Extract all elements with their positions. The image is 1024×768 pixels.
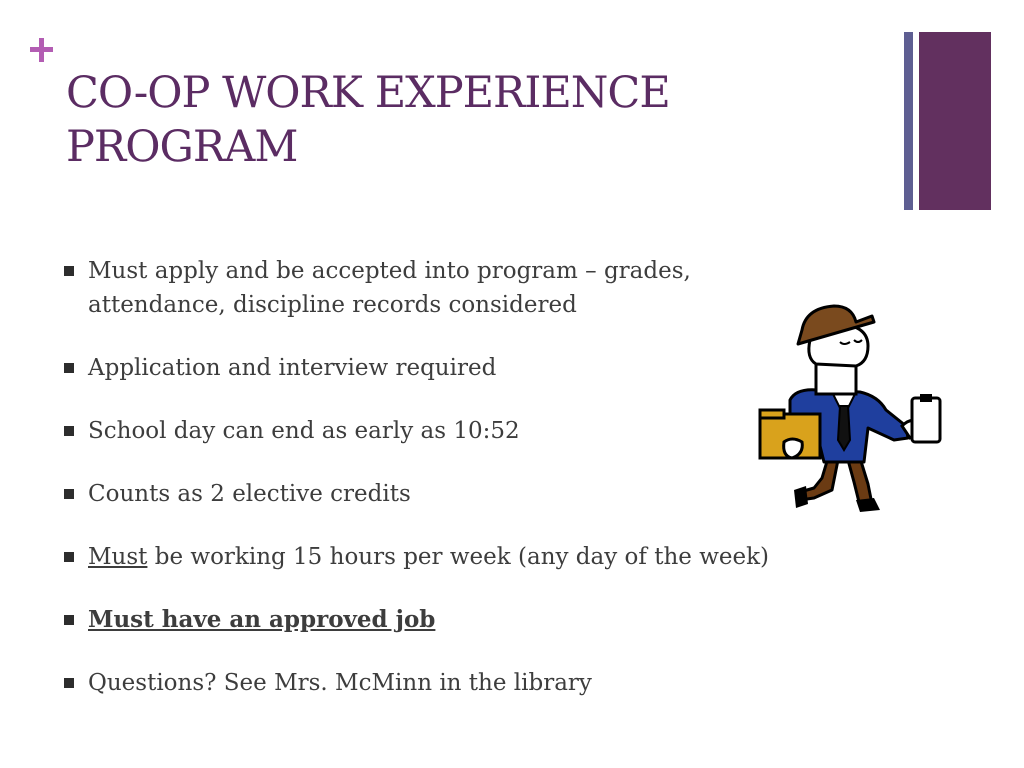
bullet-item (64, 254, 864, 322)
plus-accent-icon (28, 38, 56, 66)
title-line-2: PROGRAM (66, 122, 298, 172)
bullet-text: Application and interview required (88, 355, 497, 381)
bullet-item (64, 540, 864, 574)
bullet-item (64, 603, 864, 637)
decorative-bar-thin (904, 32, 913, 210)
bullet-list (64, 254, 864, 729)
bullet-square-icon (64, 426, 74, 436)
bullet-text: be working 15 hours per week (any day of the week) (147, 544, 770, 570)
bullet-item (64, 351, 864, 385)
businessman-with-clipboard-icon (756, 300, 946, 518)
bullet-text: Counts as 2 elective credits (88, 481, 411, 507)
bullet-square-icon (64, 489, 74, 499)
bullet-square-icon (64, 678, 74, 688)
bullet-text: attendance, discipline records considered (88, 292, 577, 318)
bullet-emphasis: Must (88, 544, 148, 570)
decorative-bar-thick (919, 32, 991, 210)
bullet-square-icon (64, 363, 74, 373)
bullet-item (64, 477, 864, 511)
bullet-text: Must apply and be accepted into program – grades, (88, 258, 691, 284)
title-line-1: CO-OP WORK EXPERIENCE (66, 68, 670, 118)
bullet-square-icon (64, 266, 74, 276)
bullet-item (64, 414, 864, 448)
bullet-item (64, 666, 864, 700)
bullet-square-icon (64, 552, 74, 562)
bullet-text: Questions? See Mrs. McMinn in the library (88, 670, 592, 696)
bullet-emphasis: Must have an approved job (88, 606, 436, 633)
bullet-square-icon (64, 615, 74, 625)
bullet-text: School day can end as early as 10:52 (88, 418, 520, 444)
slide-title (66, 66, 786, 174)
